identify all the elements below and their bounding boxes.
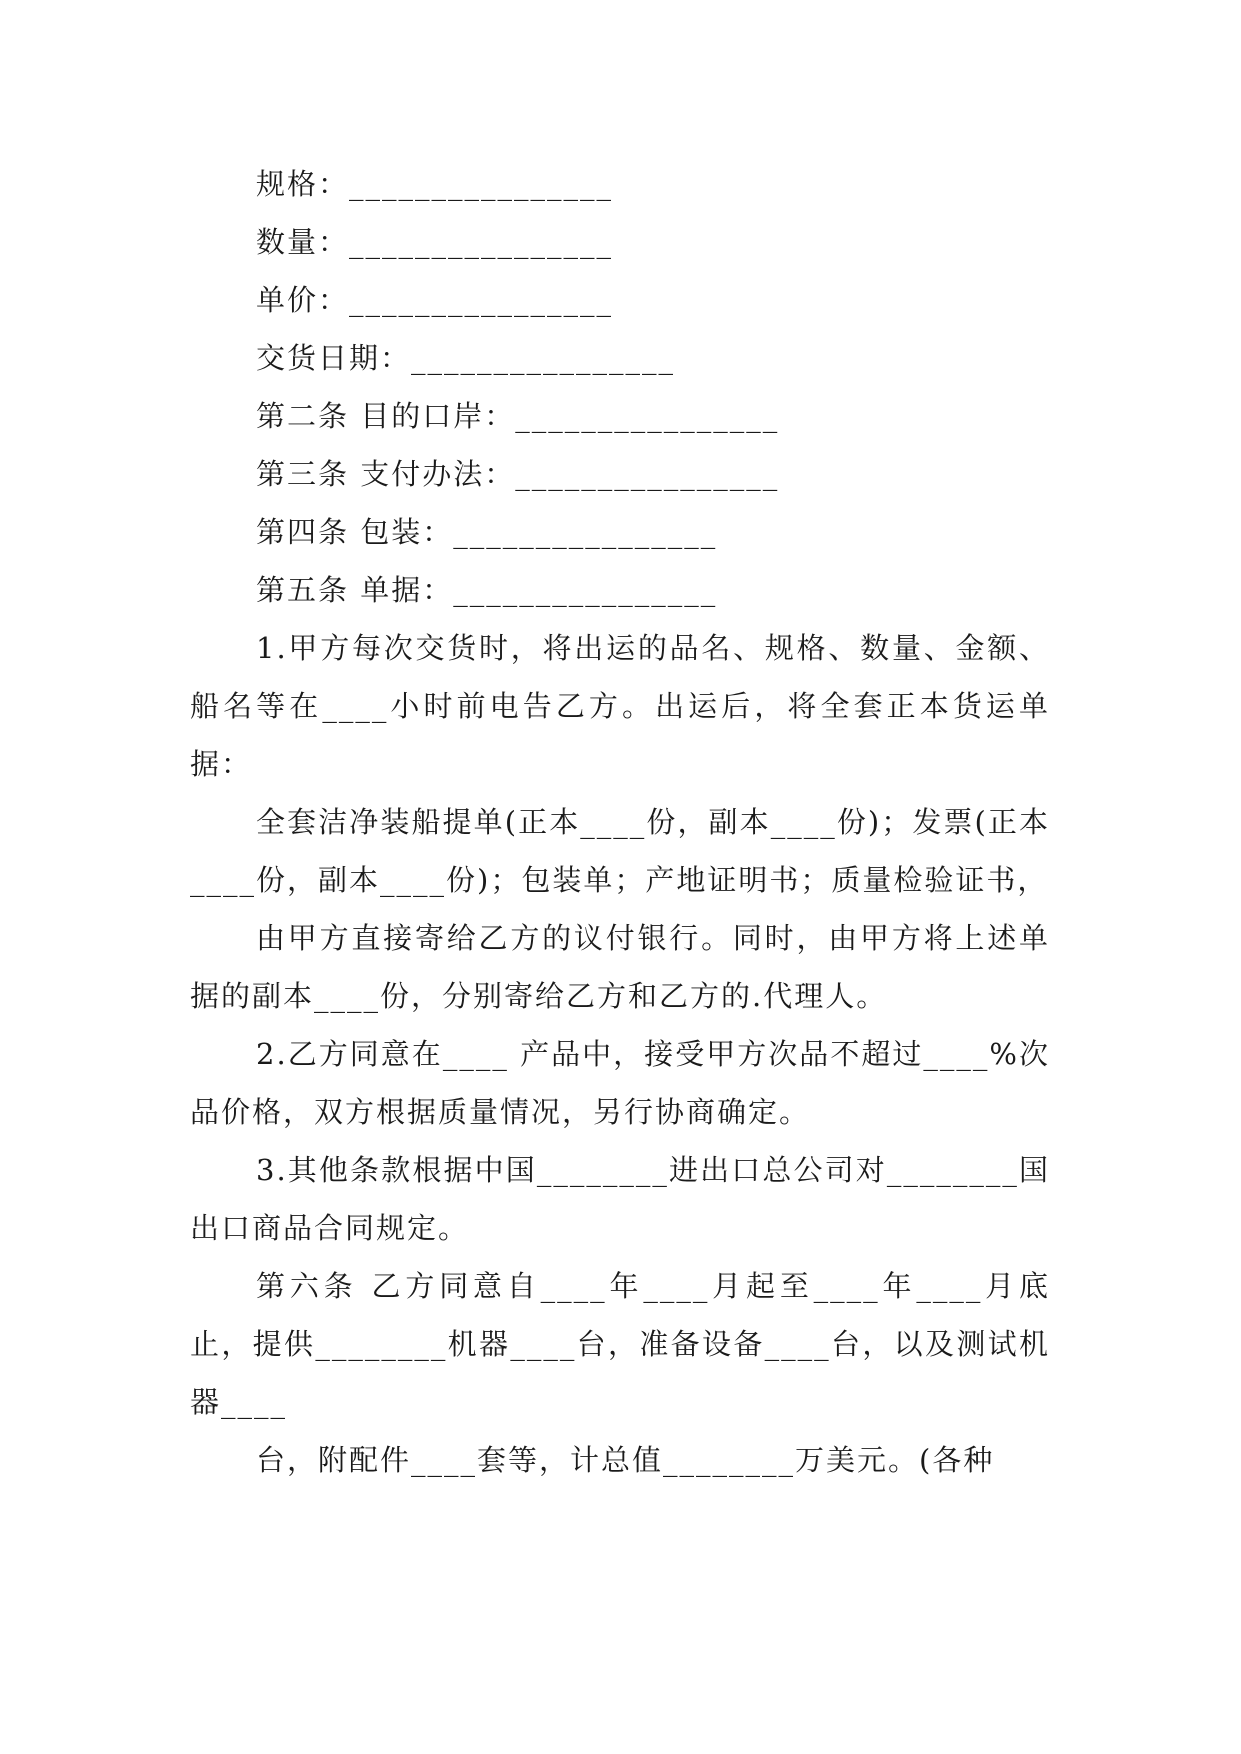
clause-document-mailing: 由甲方直接寄给乙方的议付银行。同时，由甲方将上述单据的副本____份，分别寄给乙方和乙方的.代理人。 <box>190 921 1050 1013</box>
field-quantity-blank: ________________ <box>349 225 614 259</box>
article-6-supply: 第六条 乙方同意自____年____月起至____年____月底止，提供________机器____台，准备设备____台，以及测试机器____ <box>190 1269 1050 1419</box>
article-3-label: 第三条 支付办法： <box>256 457 516 491</box>
article-4-label: 第四条 包装： <box>256 515 454 549</box>
field-quantity-label: 数量： <box>256 225 350 259</box>
clause-document-list: 全套洁净装船提单(正本____份，副本____份)；发票(正本____份，副本____份)；包装单；产地证明书；质量检验证书， <box>190 805 1050 897</box>
clause-1-notification: 1.甲方每次交货时，将出运的品名、规格、数量、金额、船名等在____小时前电告乙方。出运后，将全套正本货运单据： <box>190 631 1050 781</box>
field-unit-price-label: 单价： <box>256 283 350 317</box>
article-2-label: 第二条 目的口岸： <box>256 399 516 433</box>
article-6-continued: 台，附配件____套等，计总值________万美元。(各种 <box>256 1443 995 1477</box>
article-3-payment <box>190 445 1050 503</box>
contract-body <box>190 155 1050 1489</box>
field-unit-price-blank: ________________ <box>349 283 614 317</box>
field-unit-price <box>190 271 1050 329</box>
article-4-blank: ________________ <box>453 515 718 549</box>
field-spec-blank: ________________ <box>349 167 614 201</box>
field-delivery-date-label: 交货日期： <box>256 341 412 375</box>
field-spec <box>190 155 1050 213</box>
article-2-blank: ________________ <box>515 399 780 433</box>
article-3-blank: ________________ <box>515 457 780 491</box>
field-quantity <box>190 213 1050 271</box>
article-5-blank: ________________ <box>453 573 718 607</box>
article-2-port <box>190 387 1050 445</box>
article-4-packing <box>190 503 1050 561</box>
field-delivery-date-blank: ________________ <box>411 341 676 375</box>
field-spec-label: 规格： <box>256 167 350 201</box>
clause-2-defects: 2.乙方同意在____ 产品中，接受甲方次品不超过____%次品价格，双方根据质量情况，另行协商确定。 <box>190 1037 1050 1129</box>
article-5-documents <box>190 561 1050 619</box>
article-5-label: 第五条 单据： <box>256 573 454 607</box>
field-delivery-date <box>190 329 1050 387</box>
clause-3-other-terms: 3.其他条款根据中国________进出口总公司对________国出口商品合同规定。 <box>190 1153 1050 1245</box>
